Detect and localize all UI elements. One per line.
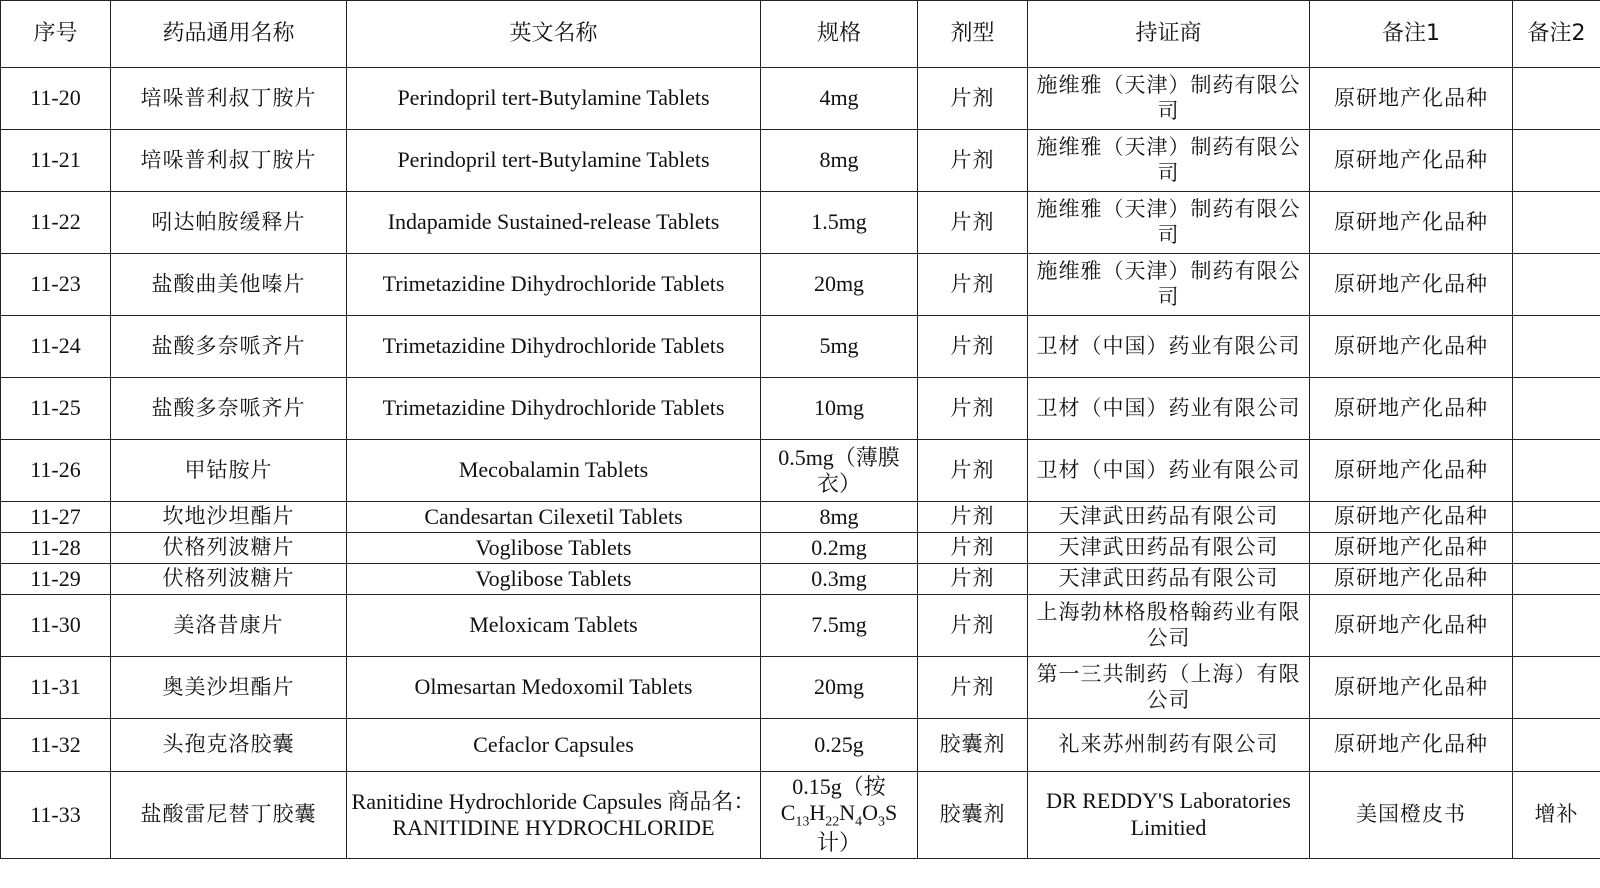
- cell-form: 片剂: [918, 440, 1028, 502]
- cell-spec: 5mg: [761, 316, 918, 378]
- table-row: [1, 68, 1600, 130]
- header-note2: 备注2: [1513, 1, 1600, 68]
- cell-holder: 卫材（中国）药业有限公司: [1028, 316, 1310, 378]
- cell-note1: 原研地产化品种: [1310, 68, 1513, 130]
- header-en-name: 英文名称: [347, 1, 761, 68]
- cell-holder: 上海勃林格殷格翰药业有限公司: [1028, 595, 1310, 657]
- cell-en-name: Voglibose Tablets: [347, 533, 761, 564]
- cell-note1: 原研地产化品种: [1310, 440, 1513, 502]
- cell-note2: [1513, 316, 1600, 378]
- table-row: [1, 772, 1600, 859]
- cell-cn-name: 甲钴胺片: [111, 440, 347, 502]
- cell-en-name: Perindopril tert-Butylamine Tablets: [347, 130, 761, 192]
- table-row: [1, 378, 1600, 440]
- cell-note1: 原研地产化品种: [1310, 254, 1513, 316]
- cell-form: 胶囊剂: [918, 772, 1028, 859]
- cell-spec: 0.5mg（薄膜衣）: [761, 440, 918, 502]
- header-no: 序号: [1, 1, 111, 68]
- cell-cn-name: 培哚普利叔丁胺片: [111, 68, 347, 130]
- cell-cn-name: 培哚普利叔丁胺片: [111, 130, 347, 192]
- cell-en-name: Candesartan Cilexetil Tablets: [347, 502, 761, 533]
- header-spec: 规格: [761, 1, 918, 68]
- cell-en-name: Olmesartan Medoxomil Tablets: [347, 657, 761, 719]
- cell-note1: 原研地产化品种: [1310, 533, 1513, 564]
- cell-note1: 原研地产化品种: [1310, 130, 1513, 192]
- cell-holder: 礼来苏州制药有限公司: [1028, 719, 1310, 772]
- cell-holder: 施维雅（天津）制药有限公司: [1028, 130, 1310, 192]
- cell-note2: [1513, 564, 1600, 595]
- cell-holder: 天津武田药品有限公司: [1028, 533, 1310, 564]
- cell-form: 片剂: [918, 595, 1028, 657]
- cell-no: 11-29: [1, 564, 111, 595]
- cell-form: 片剂: [918, 502, 1028, 533]
- table-row: [1, 192, 1600, 254]
- cell-form: 片剂: [918, 130, 1028, 192]
- cell-no: 11-27: [1, 502, 111, 533]
- table-row: [1, 130, 1600, 192]
- cell-form: 胶囊剂: [918, 719, 1028, 772]
- cell-note1: 原研地产化品种: [1310, 719, 1513, 772]
- cell-note1: 原研地产化品种: [1310, 595, 1513, 657]
- cell-no: 11-25: [1, 378, 111, 440]
- header-note1: 备注1: [1310, 1, 1513, 68]
- cell-note2: [1513, 254, 1600, 316]
- cell-note2: [1513, 502, 1600, 533]
- cell-cn-name: 伏格列波糖片: [111, 564, 347, 595]
- cell-note2: 增补: [1513, 772, 1600, 859]
- cell-holder: 施维雅（天津）制药有限公司: [1028, 254, 1310, 316]
- cell-en-name: Meloxicam Tablets: [347, 595, 761, 657]
- cell-note2: [1513, 440, 1600, 502]
- cell-note2: [1513, 657, 1600, 719]
- cell-no: 11-28: [1, 533, 111, 564]
- cell-spec: 10mg: [761, 378, 918, 440]
- cell-spec: 20mg: [761, 657, 918, 719]
- cell-no: 11-32: [1, 719, 111, 772]
- table-row: [1, 595, 1600, 657]
- cell-holder: 天津武田药品有限公司: [1028, 502, 1310, 533]
- cell-note2: [1513, 192, 1600, 254]
- table-row: [1, 533, 1600, 564]
- cell-form: 片剂: [918, 564, 1028, 595]
- table-row: [1, 316, 1600, 378]
- cell-no: 11-26: [1, 440, 111, 502]
- cell-form: 片剂: [918, 68, 1028, 130]
- cell-cn-name: 坎地沙坦酯片: [111, 502, 347, 533]
- table-row: [1, 719, 1600, 772]
- cell-no: 11-30: [1, 595, 111, 657]
- cell-holder: 卫材（中国）药业有限公司: [1028, 378, 1310, 440]
- cell-spec: 8mg: [761, 502, 918, 533]
- cell-form: 片剂: [918, 316, 1028, 378]
- header-form: 剂型: [918, 1, 1028, 68]
- cell-en-name: Trimetazidine Dihydrochloride Tablets: [347, 316, 761, 378]
- cell-spec: 0.3mg: [761, 564, 918, 595]
- cell-spec: 8mg: [761, 130, 918, 192]
- cell-holder: 卫材（中国）药业有限公司: [1028, 440, 1310, 502]
- table-row: [1, 657, 1600, 719]
- cell-cn-name: 头孢克洛胶囊: [111, 719, 347, 772]
- cell-note1: 原研地产化品种: [1310, 657, 1513, 719]
- cell-en-name: Trimetazidine Dihydrochloride Tablets: [347, 378, 761, 440]
- cell-en-name: Voglibose Tablets: [347, 564, 761, 595]
- cell-holder: 施维雅（天津）制药有限公司: [1028, 68, 1310, 130]
- cell-cn-name: 盐酸雷尼替丁胶囊: [111, 772, 347, 859]
- cell-spec: 4mg: [761, 68, 918, 130]
- cell-note1: 原研地产化品种: [1310, 316, 1513, 378]
- cell-en-name: Mecobalamin Tablets: [347, 440, 761, 502]
- cell-note2: [1513, 595, 1600, 657]
- cell-no: 11-20: [1, 68, 111, 130]
- cell-cn-name: 盐酸曲美他嗪片: [111, 254, 347, 316]
- cell-spec: 0.15g（按$C_{13}H_{22}N_4O_3S$计）: [761, 772, 918, 859]
- cell-no: 11-21: [1, 130, 111, 192]
- cell-cn-name: 伏格列波糖片: [111, 533, 347, 564]
- cell-cn-name: 盐酸多奈哌齐片: [111, 378, 347, 440]
- cell-spec: 0.25g: [761, 719, 918, 772]
- cell-holder: DR REDDY'S Laboratories Limitied: [1028, 772, 1310, 859]
- cell-spec: 0.2mg: [761, 533, 918, 564]
- cell-cn-name: 吲达帕胺缓释片: [111, 192, 347, 254]
- cell-note1: 原研地产化品种: [1310, 564, 1513, 595]
- cell-form: 片剂: [918, 533, 1028, 564]
- cell-note2: [1513, 533, 1600, 564]
- cell-en-name: Indapamide Sustained-release Tablets: [347, 192, 761, 254]
- cell-en-name: Ranitidine Hydrochloride Capsules 商品名：RANITIDINE HYDROCHLORIDE: [347, 772, 761, 859]
- cell-spec: 20mg: [761, 254, 918, 316]
- table-row: [1, 564, 1600, 595]
- cell-note2: [1513, 68, 1600, 130]
- cell-note1: 原研地产化品种: [1310, 192, 1513, 254]
- cell-form: 片剂: [918, 254, 1028, 316]
- cell-no: 11-22: [1, 192, 111, 254]
- cell-spec: 7.5mg: [761, 595, 918, 657]
- cell-form: 片剂: [918, 378, 1028, 440]
- cell-no: 11-31: [1, 657, 111, 719]
- cell-note1: 原研地产化品种: [1310, 502, 1513, 533]
- cell-cn-name: 盐酸多奈哌齐片: [111, 316, 347, 378]
- cell-form: 片剂: [918, 192, 1028, 254]
- header-row: [1, 1, 1600, 68]
- cell-cn-name: 美洛昔康片: [111, 595, 347, 657]
- cell-holder: 天津武田药品有限公司: [1028, 564, 1310, 595]
- cell-no: 11-23: [1, 254, 111, 316]
- table-row: [1, 502, 1600, 533]
- cell-holder: 第一三共制药（上海）有限公司: [1028, 657, 1310, 719]
- cell-spec: 1.5mg: [761, 192, 918, 254]
- table-row: [1, 440, 1600, 502]
- table-row: [1, 254, 1600, 316]
- cell-en-name: Cefaclor Capsules: [347, 719, 761, 772]
- cell-note1: 美国橙皮书: [1310, 772, 1513, 859]
- cell-en-name: Perindopril tert-Butylamine Tablets: [347, 68, 761, 130]
- cell-no: 11-24: [1, 316, 111, 378]
- cell-no: 11-33: [1, 772, 111, 859]
- header-holder: 持证商: [1028, 1, 1310, 68]
- cell-note2: [1513, 719, 1600, 772]
- cell-en-name: Trimetazidine Dihydrochloride Tablets: [347, 254, 761, 316]
- cell-note1: 原研地产化品种: [1310, 378, 1513, 440]
- cell-note2: [1513, 378, 1600, 440]
- cell-note2: [1513, 130, 1600, 192]
- cell-form: 片剂: [918, 657, 1028, 719]
- cell-holder: 施维雅（天津）制药有限公司: [1028, 192, 1310, 254]
- header-cn-name: 药品通用名称: [111, 1, 347, 68]
- cell-cn-name: 奥美沙坦酯片: [111, 657, 347, 719]
